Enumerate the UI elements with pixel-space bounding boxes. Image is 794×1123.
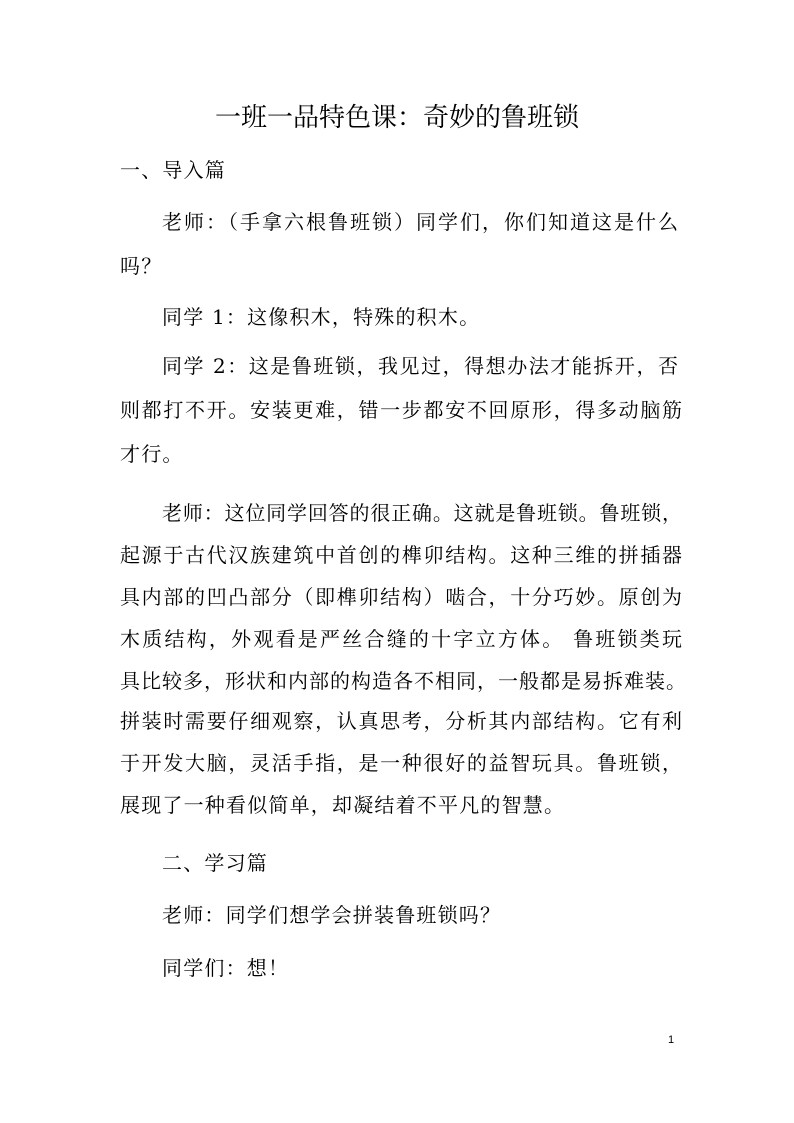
teacher-explain-line-1: 老师：这位同学回答的很正确。这就是鲁班锁。鲁班锁， [162, 501, 682, 525]
teacher-explain-line-5: 具比较多，形状和内部的构造各不相同，一般都是易拆难装。 [120, 669, 686, 693]
student-1-answer: 同学 1：这像积木，特殊的积木。 [162, 305, 481, 329]
teacher-explain-line-2: 起源于古代汉族建筑中首创的榫卯结构。这种三维的拼插器 [120, 543, 682, 567]
page-number: 1 [667, 1034, 675, 1046]
students-answer: 同学们：想！ [162, 956, 290, 980]
teacher-explain-line-3: 具内部的凹凸部分（即榫卯结构）啮合，十分巧妙。原创为 [120, 585, 682, 609]
student-2-line-3: 才行。 [120, 442, 184, 466]
document-title: 一班一品特色课：奇妙的鲁班锁 [214, 103, 579, 133]
teacher-explain-line-4: 木质结构，外观看是严丝合缝的十字立方体。 鲁班锁类玩 [120, 627, 682, 651]
teacher-question-line-1: 老师：（手拿六根鲁班锁）同学们，你们知道这是什么 [162, 210, 678, 234]
section-heading-study: 二、学习篇 [162, 851, 268, 875]
student-2-line-1: 同学 2：这是鲁班锁，我见过，得想办法才能拆开，否 [162, 354, 678, 378]
teacher-explain-line-6: 拼装时需要仔细观察，认真思考，分析其内部结构。它有利 [120, 709, 682, 733]
teacher-explain-line-8: 展现了一种看似简单，却凝结着不平凡的智慧。 [120, 793, 566, 817]
student-2-line-2: 则都打不开。安装更难，错一步都安不回原形，得多动脑筋 [120, 398, 682, 422]
teacher-question-line-2: 吗？ [120, 254, 163, 278]
teacher-explain-line-7: 于开发大脑，灵活手指，是一种很好的益智玩具。鲁班锁， [120, 751, 682, 775]
teacher-question-2: 老师：同学们想学会拼装鲁班锁吗？ [162, 903, 502, 927]
section-heading-intro: 一、导入篇 [120, 158, 226, 182]
